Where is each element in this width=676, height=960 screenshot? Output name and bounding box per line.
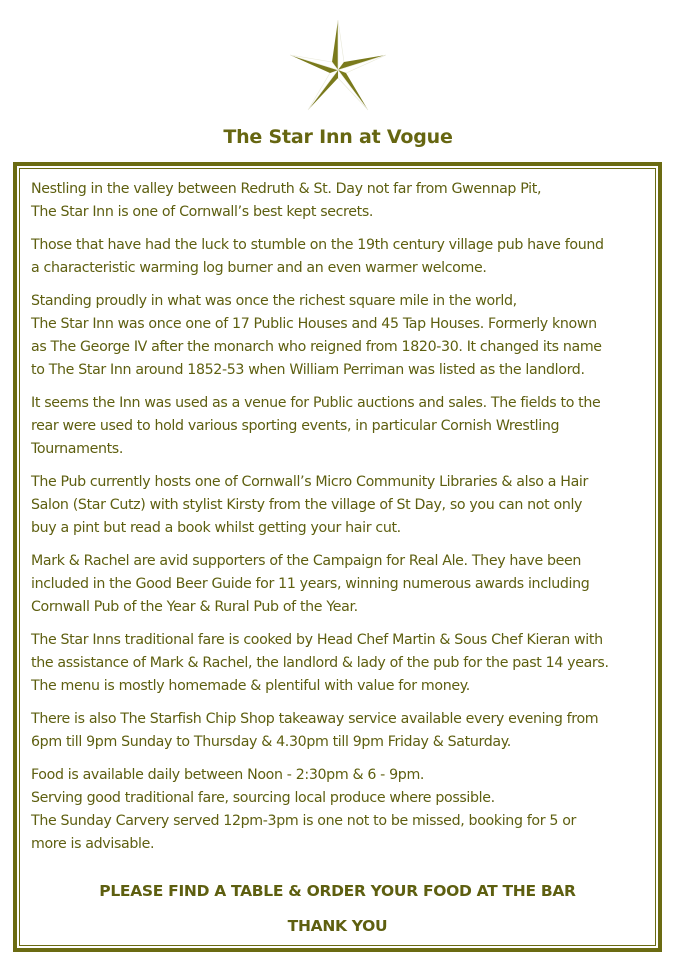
star-icon [286, 18, 390, 118]
text-line: buy a pint but read a book whilst getting your hair cut. [31, 520, 401, 536]
text-line: The Star Inn was once one of 17 Public Houses and 45 Tap Houses. Formerly known [31, 316, 597, 332]
text-line: The Star Inn is one of Cornwall’s best kept secrets. [31, 204, 374, 220]
text-line: Salon (Star Cutz) with stylist Kirsty from the village of St Day, so you can not only [31, 497, 583, 513]
paragraph [31, 708, 645, 754]
text-line: to The Star Inn around 1852-53 when William Perriman was listed as the landlord. [31, 362, 585, 378]
paragraph [31, 290, 645, 382]
text-line: Nestling in the valley between Redruth & St. Day not far from Gwennap Pit, [31, 181, 542, 197]
text-line: 6pm till 9pm Sunday to Thursday & 4.30pm till 9pm Friday & Saturday. [31, 734, 511, 750]
page-title: The Star Inn at Vogue [223, 126, 453, 148]
text-line: rear were used to hold various sporting events, in particular Cornish Wrestling [31, 418, 560, 434]
text-line: as The George IV after the monarch who reigned from 1820-30. It changed its name [31, 339, 602, 355]
text-line: It seems the Inn was used as a venue for Public auctions and sales. The fields to the [31, 395, 601, 411]
content-frame [13, 162, 662, 952]
text-line: Standing proudly in what was once the richest square mile in the world, [31, 293, 517, 309]
paragraph [31, 234, 645, 280]
text-line: Tournaments. [31, 441, 123, 457]
text-line: There is also The Starfish Chip Shop takeaway service available every evening from [31, 711, 599, 727]
closing-thanks: THANK YOU [287, 917, 388, 935]
text-line: included in the Good Beer Guide for 11 years, winning numerous awards including [31, 576, 590, 592]
text-line: The Sunday Carvery served 12pm-3pm is one not to be missed, booking for 5 or [31, 813, 577, 829]
closing-instruction: PLEASE FIND A TABLE & ORDER YOUR FOOD AT THE BAR [99, 882, 576, 900]
paragraph [31, 471, 645, 540]
text-line: Food is available daily between Noon - 2:30pm & 6 - 9pm. [31, 767, 425, 783]
paragraph [31, 178, 645, 224]
paragraph [31, 629, 645, 698]
paragraph [31, 392, 645, 461]
text-line: The Star Inns traditional fare is cooked by Head Chef Martin & Sous Chef Kieran with [31, 632, 603, 648]
text-line: Those that have had the luck to stumble on the 19th century village pub have found [31, 237, 604, 253]
text-line: The menu is mostly homemade & plentiful with value for money. [31, 678, 470, 694]
text-line: a characteristic warming log burner and an even warmer welcome. [31, 260, 487, 276]
text-line: more is advisable. [31, 836, 155, 852]
paragraph [31, 550, 645, 619]
text-line: Cornwall Pub of the Year & Rural Pub of the Year. [31, 599, 358, 615]
body-text [31, 178, 645, 866]
text-line: Mark & Rachel are avid supporters of the Campaign for Real Ale. They have been [31, 553, 582, 569]
paragraph [31, 764, 645, 856]
text-line: the assistance of Mark & Rachel, the landlord & lady of the pub for the past 14 years. [31, 655, 609, 671]
text-line: The Pub currently hosts one of Cornwall’s Micro Community Libraries & also a Hair [31, 474, 588, 490]
star-logo-icon [286, 18, 390, 118]
text-line: Serving good traditional fare, sourcing local produce where possible. [31, 790, 495, 806]
